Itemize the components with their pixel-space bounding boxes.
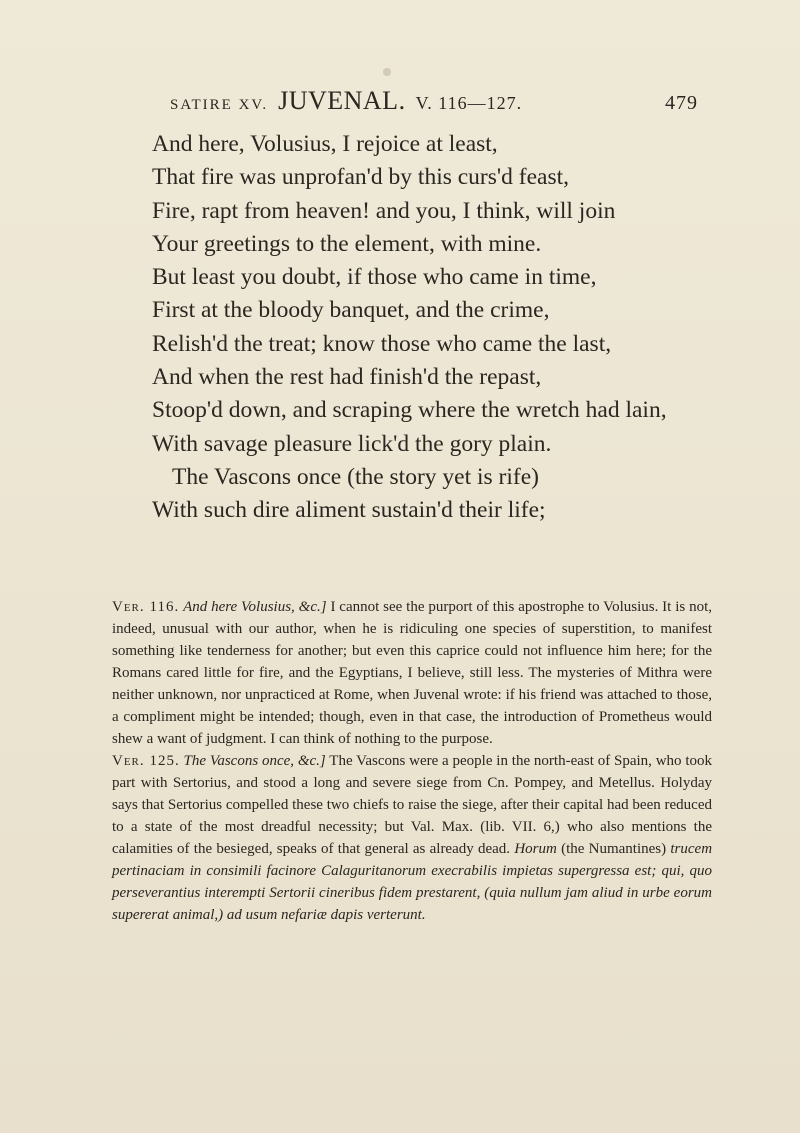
verse-line: Relish'd the treat; know those who came the last, xyxy=(152,330,612,357)
verse-line: Fire, rapt from heaven! and you, I think, will join xyxy=(152,197,616,224)
footnote-lemma: And here Volusius, &c.] xyxy=(183,599,327,615)
footnote xyxy=(112,596,712,750)
footnote-verse-ref: Ver. 125. xyxy=(112,753,180,769)
verse-line: Your greetings to the element, with mine. xyxy=(152,230,542,257)
verse-line: The Vascons once (the story yet is rife) xyxy=(172,463,539,490)
footnotes xyxy=(112,596,712,926)
latin-quote-lead: Horum xyxy=(514,841,557,857)
footnote xyxy=(112,750,712,926)
running-head-verse-range: V. 116—127. xyxy=(415,93,523,113)
latin-gloss: (the Numantines) xyxy=(561,841,667,857)
footnote-text: The Vascons were a people in the north-east of Spain, who took part with Sertorius, and stood a long and severe siege from Cn. Pompey, and Metellus. Holyday says that Sertorius compelled these two chiefs to raise the siege, after their capital had been reduced to a state of the most dreadful necessity; but Val. Max. (lib. VII. 6,) who also mentions the calamities of the besieged, speaks of that general as already dead. xyxy=(112,753,713,857)
running-head-author: JUVENAL. xyxy=(278,86,406,115)
verse-line: With savage pleasure lick'd the gory plain. xyxy=(152,430,552,457)
footnote-text: I cannot see the purport of this apostrophe to Volusius. It is not, indeed, unusual with our author, when he is ridiculing one species of superstition, to manifest something like tenderness for another; but even this caprice could not influence him here; for the Romans cared little for fire, and the Egyptians, I believe, still less. The mysteries of Mithra were neither unknown, nor unpracticed at Rome, when Juvenal wrote: if his friend was attached to those, a compliment might be intended; though, even in that case, the introduction of Prometheus would shew a want of judgment. I can think of nothing to the purpose. xyxy=(112,599,712,747)
footnote-verse-ref: Ver. 116. xyxy=(112,599,180,615)
running-head xyxy=(170,86,698,116)
verse-line: Stoop'd down, and scraping where the wretch had lain, xyxy=(152,397,667,424)
paper-stain xyxy=(383,68,391,76)
latin-quote: trucem pertinaciam in consimili facinore Calaguritanorum execrabilis impietas supergressa est; qui, quo perseverantius interempti Sertorii cineribus fidem prestarent, (quia nullum jam aliud in urbe eorum supererat animal,) ad usum nefariæ dapis verterunt. xyxy=(112,841,713,923)
page-number: 479 xyxy=(665,92,698,114)
verse-line: And here, Volusius, I rejoice at least, xyxy=(152,131,498,157)
verse-line: And when the rest had finish'd the repast, xyxy=(152,364,542,391)
verse-line: That fire was unprofan'd by this curs'd feast, xyxy=(152,164,569,191)
verse-line: First at the bloody banquet, and the crime, xyxy=(152,297,550,324)
verse-line: But least you doubt, if those who came in time, xyxy=(152,264,597,291)
running-head-satire: SATIRE XV. xyxy=(170,97,269,113)
footnote-lemma: The Vascons once, &c.] xyxy=(183,753,326,769)
verse-line: With such dire aliment sustain'd their life; xyxy=(152,497,546,524)
poem-text xyxy=(152,128,712,528)
